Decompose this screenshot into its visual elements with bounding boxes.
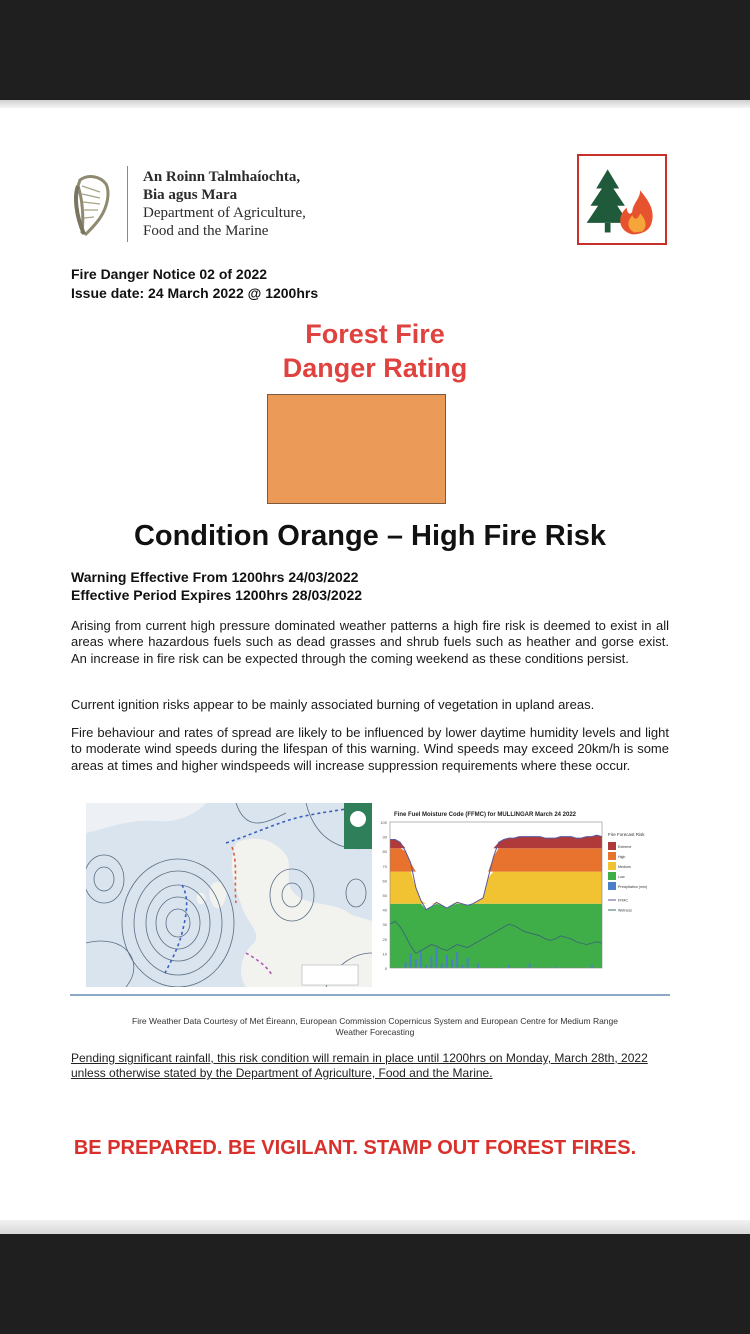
credits-line-1: Fire Weather Data Courtesy of Met Éireann, European Commission Copernicus System and European Centre for Medium Range (132, 1016, 618, 1026)
rating-title-line-1: Forest Fire (305, 319, 445, 349)
legend-swatch (608, 842, 616, 850)
precip-bar (467, 958, 469, 968)
y-tick-label: 100 (380, 820, 387, 825)
precip-bar (405, 962, 407, 968)
precip-bar (591, 965, 593, 968)
legend-label: Precipitation (mm) (618, 885, 648, 889)
y-tick-label: 60 (382, 878, 387, 884)
notice-number: Fire Danger Notice 02 of 2022 (71, 266, 268, 282)
english-name-line-1: Department of Agriculture, (143, 205, 306, 221)
phone-bottom-bar (0, 1234, 750, 1334)
rating-color-swatch (267, 394, 446, 504)
rating-title-line-2: Danger Rating (282, 353, 468, 383)
phone-top-bar (0, 0, 750, 100)
legend-line-label: Wetness (618, 908, 632, 913)
chart-title: Fine Fuel Moisture Code (FFMC) for MULLINGAR March 24 2022 (394, 812, 577, 818)
document-page (0, 108, 750, 1222)
logo-divider (127, 166, 128, 242)
credits-line-2: Weather Forecasting (335, 1027, 415, 1037)
legend-line-label: FFMC (618, 898, 628, 903)
data-credits (80, 1016, 670, 1038)
harp-icon (70, 172, 116, 238)
legend-swatch (608, 862, 616, 870)
y-tick-label: 90 (382, 834, 387, 840)
ffmc-chart (374, 806, 662, 988)
weather-map (86, 803, 372, 987)
precip-bar (508, 965, 510, 968)
y-tick-label: 10 (382, 951, 387, 957)
issue-date: Issue date: 24 March 2022 @ 1200hrs (71, 285, 319, 301)
slogan: BE PREPARED. BE VIGILANT. STAMP OUT FOREST FIRES. (73, 1137, 637, 1159)
precip-bar (410, 953, 412, 968)
tree-fire-icon (577, 154, 667, 245)
precip-bar (430, 956, 432, 968)
page-bottom-shadow (0, 1220, 750, 1234)
legend-label: Extreme (618, 845, 632, 849)
precip-bar (436, 948, 438, 968)
precip-bar (461, 965, 463, 968)
section-divider (70, 994, 670, 996)
precip-bar (477, 964, 479, 968)
precip-bar (441, 964, 443, 968)
legend-swatch (608, 852, 616, 860)
department-name (143, 168, 306, 240)
irish-name-line-1: An Roinn Talmhaíochta, (143, 169, 301, 185)
y-tick-label: 50 (382, 893, 387, 898)
legend-title: Fire Forecast Risk (608, 832, 645, 837)
warning-expires: Effective Period Expires 1200hrs 28/03/2022 (71, 587, 363, 603)
precip-bar (451, 959, 453, 968)
paragraph-ignition: Current ignition risks appear to be mainly associated burning of vegetation in upland areas. (71, 697, 595, 712)
legend-label: High (618, 855, 626, 859)
notice-info (71, 265, 318, 303)
paragraph-behaviour: Fire behaviour and rates of spread are likely to be influenced by lower daytime humidity levels and light to moderate wind speeds during the lifespan of this warning. Wind speeds may exceed 20km/h is some areas at times and higher windspeeds will increase suppression requirements where these occur. (71, 725, 669, 773)
precip-bar (456, 952, 458, 968)
precip-bar (446, 955, 448, 968)
legend-swatch (608, 872, 616, 880)
precip-bar (529, 964, 531, 968)
legend-label: Medium (618, 865, 631, 869)
pending-rainfall-note: Pending significant rainfall, this risk condition will remain in place until 1200hrs on Monday, March 28th, 2022 unless otherwise stated by the Department of Agriculture, Food and the Marine. (71, 1051, 648, 1080)
y-tick-label: 80 (382, 849, 387, 855)
warning-effective-from: Warning Effective From 1200hrs 24/03/2022 (71, 569, 359, 585)
rating-title (0, 317, 750, 385)
irish-name-line-2: Bia agus Mara (143, 187, 238, 203)
legend-label: Low (618, 875, 625, 879)
y-tick-label: 20 (382, 936, 387, 942)
y-tick-label: 30 (382, 922, 387, 928)
english-name-line-2: Food and the Marine (143, 223, 269, 239)
paragraph-conditions: Arising from current high pressure dominated weather patterns a high fire risk is deemed to exist in all areas where hazardous fuels such as dead grasses and shrub fuels such as heather and gorse exist. An increase in fire risk can be expected through the coming weekend as these conditions persist. (71, 618, 669, 666)
y-tick-label: 70 (382, 863, 387, 869)
condition-heading: Condition Orange – High Fire Risk (133, 520, 607, 552)
precip-bar (420, 950, 422, 968)
warning-period (71, 568, 362, 604)
y-tick-label: 0 (384, 966, 387, 971)
y-tick-label: 40 (382, 907, 387, 913)
precip-bar (415, 959, 417, 968)
legend-swatch (608, 882, 616, 890)
precip-bar (425, 965, 427, 968)
